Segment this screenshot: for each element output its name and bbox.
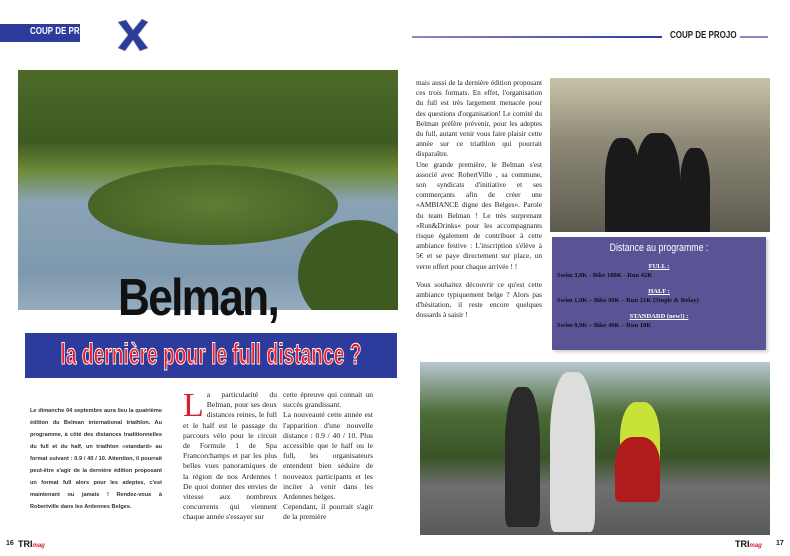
article-column-1 [183, 387, 277, 523]
article-column-3 [416, 78, 542, 321]
distance-detail: Swim 0,9K – Bike 40K – Run 10K [557, 322, 652, 329]
logo-text: TRI [735, 539, 750, 549]
logo-sub: mag [749, 543, 762, 549]
article-text: Vous souhaitez découvrir ce qu'est cette ambiance typiquement belge ? Alors pas d'hésitation, il reste encore quelques dossards à saisir ! [416, 279, 542, 320]
distance-heading: HALF : [648, 288, 670, 295]
article-column-2 [283, 390, 373, 523]
section-label-left: COUP DE PROJO [30, 26, 97, 37]
subtitle: la dernière pour le full distance ? [60, 338, 362, 371]
intro-paragraph: Le dimanche 04 septembre aura lieu la quatrième édition du Belman international triathlon. Au programme, à côté des distances traditionnelles du full et du half, un triathlon «standard» au format suivant : 0.9 / 40 / 10. Attention, il pourrait peut-être s'agir de la dernière édition proposant un format full alors pour les adeptes, c'est maintenant ou jamais ! Rendez-vous à Robertville dans les Ardennes Belges. [30, 408, 162, 510]
header-rule [740, 36, 768, 38]
logo-text: TRI [18, 539, 33, 549]
distance-info-box [552, 237, 766, 350]
distance-heading: STANDARD (new!) : [629, 313, 689, 320]
section-label-right: COUP DE PROJO [670, 30, 737, 41]
header-rule [412, 36, 662, 38]
drop-cap: L [183, 387, 204, 424]
page-number-left: 16 [6, 540, 14, 547]
x-logo-icon [116, 18, 150, 52]
subtitle-band [25, 333, 397, 378]
distance-detail: Swim 3,8K - Bike 180K - Run 42K [557, 272, 653, 279]
distance-detail: Swim 1,9K – Bike 90K – Run 21K (Single & Relay) [557, 297, 699, 304]
headline: Belman, [118, 269, 279, 327]
magazine-logo-right [735, 539, 762, 549]
article-text: Cependant, il pourrait s'agir de la première [283, 502, 373, 522]
swimmers-photo [550, 78, 770, 232]
article-text: La nouveauté cette année est l'apparition d'une nouvelle distance : 0.9 / 40 / 10. Plus accessible que le half ou le full, les organisateurs entendent bien séduire de nouveaux participants et les inciter à venir dans les Ardennes belges. [283, 410, 373, 502]
logo-sub: mag [32, 543, 45, 549]
article-text: mais aussi de la dernière édition proposant ces trois formats. En effet, l'organisation du full est très largement menacée pour des questions d'organisation! Le comité du Belman préfère prévenir, pour les adeptes du full, autant venir vous faire plaisir cette année sur ce triathlon qui pourrait disparaître. [416, 78, 542, 159]
article-text: a particularité du Belman, pour ses deux distances reines, le full et le half est le passage du parcours vélo pour le circuit de Formule 1 de Spa Francorchamps et par les plus belles vues panoramiques de la région de nos Ardennes ! De quoi donner des envies de vitesse aux nombreux concurrents qui viennent chaque année s'essayer sur [183, 390, 277, 522]
article-text: Une grande première, le Belman s'est associé avec RobertVille , sa commune, son syndicats d'initiative et ses commerçants afin de créer une «AMBIANCE digne des Belges». Parole du team Belman ! Le très surprenant «Run&Drinks» pour les accompagnants risque également de contribuer à cette ambiance festive : L'inscription s'élève à 5€ et se paye directement sur place, un verre offert pour chaque arrivée ! ! [416, 159, 542, 271]
cyclists-photo [420, 362, 770, 535]
box-title: Distance au programme : [609, 242, 709, 254]
page-number-right: 17 [776, 540, 784, 547]
article-text: cette épreuve qui connait un succès grandissant. [283, 390, 373, 410]
distance-heading: FULL : [648, 263, 670, 270]
magazine-logo-left [18, 539, 45, 549]
